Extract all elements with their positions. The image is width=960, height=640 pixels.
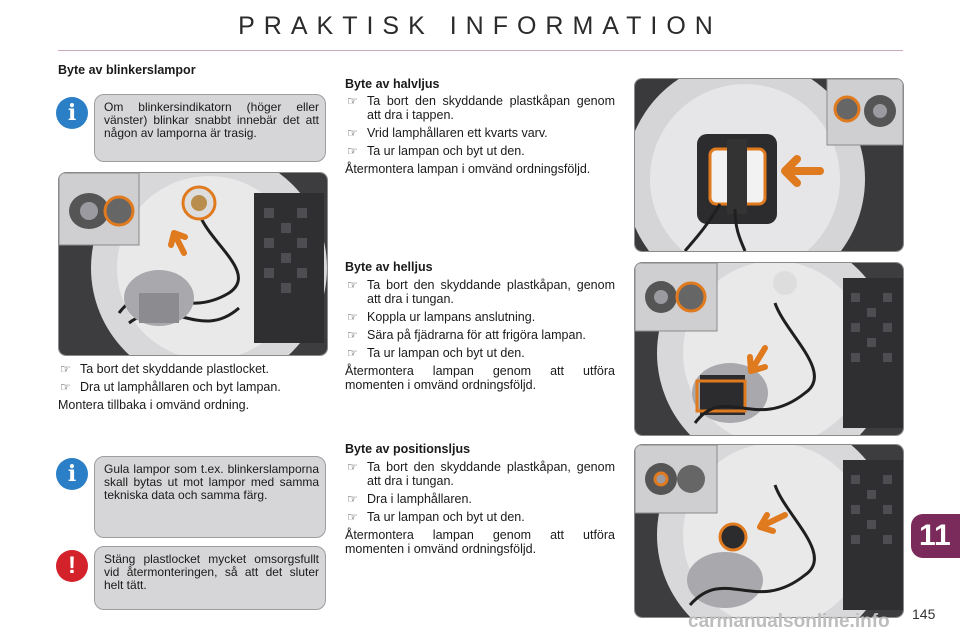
section-heading-main-beam: Byte av helljus	[345, 260, 433, 274]
header-divider	[58, 50, 903, 51]
chapter-tab: 11	[911, 514, 960, 558]
list-item: ☞ Ta ur lampan och byt ut den.	[347, 346, 525, 360]
pointing-hand-icon: ☞	[347, 328, 358, 342]
warning-callout-cover: Stäng plastlocket mycket omsorgsfullt vid återmonteringen, så att det sluter helt tätt.	[94, 546, 326, 610]
dipped-beam-steps	[345, 94, 615, 176]
info-icon: i	[56, 97, 88, 129]
pointing-hand-icon: ☞	[60, 362, 71, 376]
list-item: ☞ Koppla ur lampans anslutning.	[347, 310, 536, 324]
blinker-lamp-photo	[58, 172, 328, 356]
side-lamp-photo	[634, 444, 904, 618]
list-item: ☞ Dra i lamphållaren.	[347, 492, 472, 506]
list-item: ☞ Sära på fjädrarna för att frigöra lampan.	[347, 328, 586, 342]
main-beam-steps	[345, 278, 615, 392]
watermark: carmanualsonline.info	[688, 611, 890, 632]
blinker-closing: Montera tillbaka i omvänd ordning.	[58, 398, 250, 412]
blinker-steps	[58, 362, 330, 412]
pointing-hand-icon: ☞	[347, 492, 358, 506]
pointing-hand-icon: ☞	[60, 380, 71, 394]
list-item: ☞ Vrid lamphållaren ett kvarts varv.	[347, 126, 548, 140]
side-lamp-steps	[345, 460, 615, 556]
dipped-beam-closing: Återmontera lampan i omvänd ordningsföljd.	[345, 162, 591, 176]
pointing-hand-icon: ☞	[347, 510, 358, 524]
section-heading-blinker: Byte av blinkerslampor	[58, 63, 196, 77]
main-beam-photo	[634, 262, 904, 436]
list-item: ☞ Ta bort den skyddande plastkåpan, genom att dra i tungan.	[347, 278, 615, 306]
pointing-hand-icon: ☞	[347, 460, 358, 474]
pointing-hand-icon: ☞	[347, 144, 358, 158]
pointing-hand-icon: ☞	[347, 126, 358, 140]
list-item: ☞ Ta bort den skyddande plastkåpan genom att dra i tappen.	[347, 94, 615, 122]
dipped-beam-photo	[634, 78, 904, 252]
pointing-hand-icon: ☞	[347, 94, 358, 108]
list-item: ☞ Ta ur lampan och byt ut den.	[347, 144, 525, 158]
list-item: ☞ Dra ut lamphållaren och byt lampan.	[60, 380, 281, 394]
page-number: 145	[912, 606, 936, 622]
page-title: PRAKTISK INFORMATION	[238, 12, 722, 40]
info-callout-blinker: Om blinkersindikatorn (höger eller vänster) blinkar snabbt innebär det att någon av lamporna är trasig.	[94, 94, 326, 162]
info-callout-yellow-lamps: Gula lampor som t.ex. blinkerslamporna skall bytas ut mot lampor med samma tekniska data och samma färg.	[94, 456, 326, 538]
pointing-hand-icon: ☞	[347, 278, 358, 292]
main-beam-closing: Återmontera lampan genom att utföra momenten i omvänd ordningsföljd.	[345, 364, 615, 392]
warning-icon: !	[56, 550, 88, 582]
list-item: ☞ Ta bort den skyddande plastkåpan, genom att dra i tungan.	[347, 460, 615, 488]
section-heading-dipped-beam: Byte av halvljus	[345, 77, 440, 91]
section-heading-side-lamp: Byte av positionsljus	[345, 442, 471, 456]
pointing-hand-icon: ☞	[347, 346, 358, 360]
list-item: ☞ Ta bort det skyddande plastlocket.	[60, 362, 270, 376]
list-item: ☞ Ta ur lampan och byt ut den.	[347, 510, 525, 524]
info-icon: i	[56, 458, 88, 490]
side-lamp-closing: Återmontera lampan genom att utföra momenten i omvänd ordningsföljd.	[345, 528, 615, 556]
pointing-hand-icon: ☞	[347, 310, 358, 324]
